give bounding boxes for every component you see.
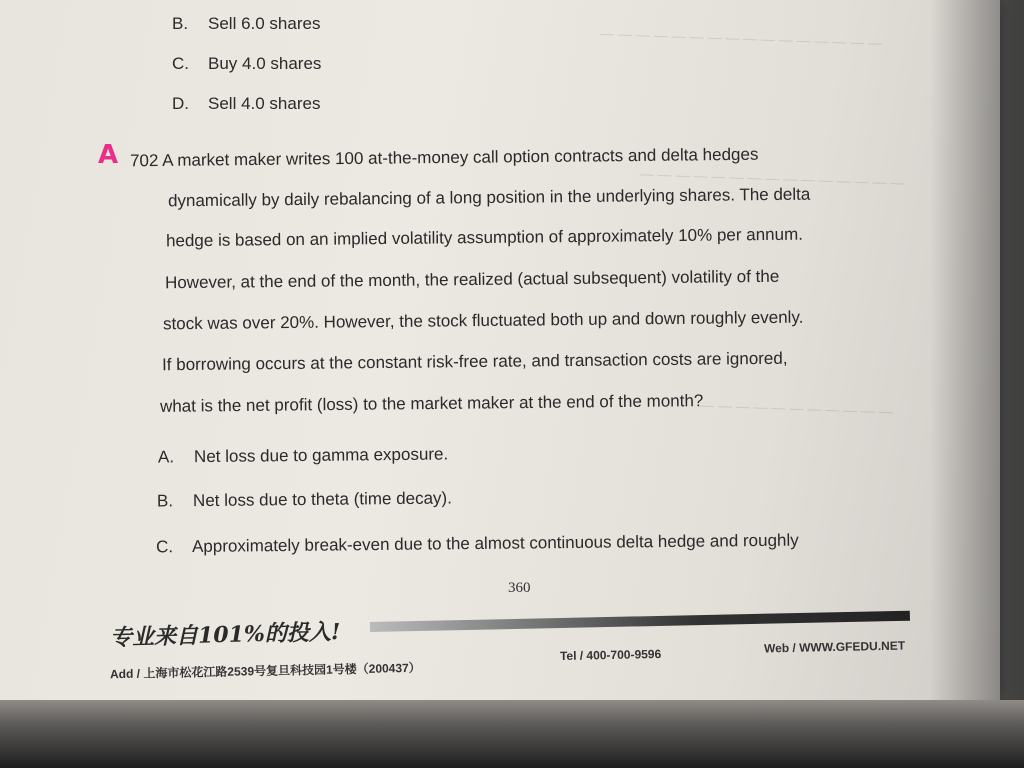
question-line: 702 A market maker writes 100 at-the-money call option contracts and delta hedges [129, 144, 759, 171]
bleed-through-text: — — — — — — — — — — — — — — — — [599, 25, 883, 51]
handwritten-answer-mark: A [98, 140, 119, 170]
question-line: stock was over 20%. However, the stock fluctuated both up and down roughly evenly. [162, 307, 804, 334]
question-line: hedge is based on an implied volatility assumption of approximately 10% per annum. [165, 224, 803, 251]
question-line: However, at the end of the month, the realized (actual subsequent) volatility of the [164, 266, 780, 293]
option-text: Net loss due to gamma exposure. [193, 444, 449, 467]
option-letter: D. [172, 94, 189, 113]
page-number: 360 [508, 580, 531, 596]
option-letter: B. [172, 14, 189, 33]
option-text: Approximately break-even due to the almost continuous delta hedge and roughly [191, 530, 799, 556]
question-line: If borrowing occurs at the constant risk-free rate, and transaction costs are ignored, [161, 348, 788, 375]
prev-option-d [172, 94, 320, 114]
option-letter: C. [172, 54, 189, 73]
option-letter: B. [156, 491, 174, 511]
option-text: Sell 6.0 shares [208, 14, 321, 33]
footer-address: Add / 上海市松花江路2539号复旦科技园1号楼（200437） [109, 660, 421, 682]
question-line: what is the net profit (loss) to the market maker at the end of the month? [159, 391, 704, 416]
option-b [157, 488, 452, 511]
footer-web: Web / WWW.GFEDU.NET [763, 638, 906, 656]
option-a [158, 444, 448, 467]
footer-slogan: 专业来自101%的投入! [109, 618, 341, 652]
option-letter: C. [155, 537, 174, 557]
question-line: dynamically by daily rebalancing of a long position in the underlying shares. The delta [167, 184, 811, 211]
bleed-through-text: — — — — — — — — — — — [699, 396, 894, 420]
page-edge-shadow [930, 0, 1024, 720]
background-surface [0, 700, 1024, 768]
option-text: Sell 4.0 shares [208, 94, 321, 113]
bleed-through-text: — — — — — — — — — — — — — — — [639, 165, 905, 191]
option-text: Net loss due to theta (time decay). [192, 488, 452, 511]
prev-option-c [172, 54, 321, 74]
footer-tel: Tel / 400-700-9596 [559, 646, 662, 664]
option-letter: A. [157, 447, 175, 467]
prev-option-b [172, 14, 320, 34]
option-text: Buy 4.0 shares [208, 54, 322, 73]
